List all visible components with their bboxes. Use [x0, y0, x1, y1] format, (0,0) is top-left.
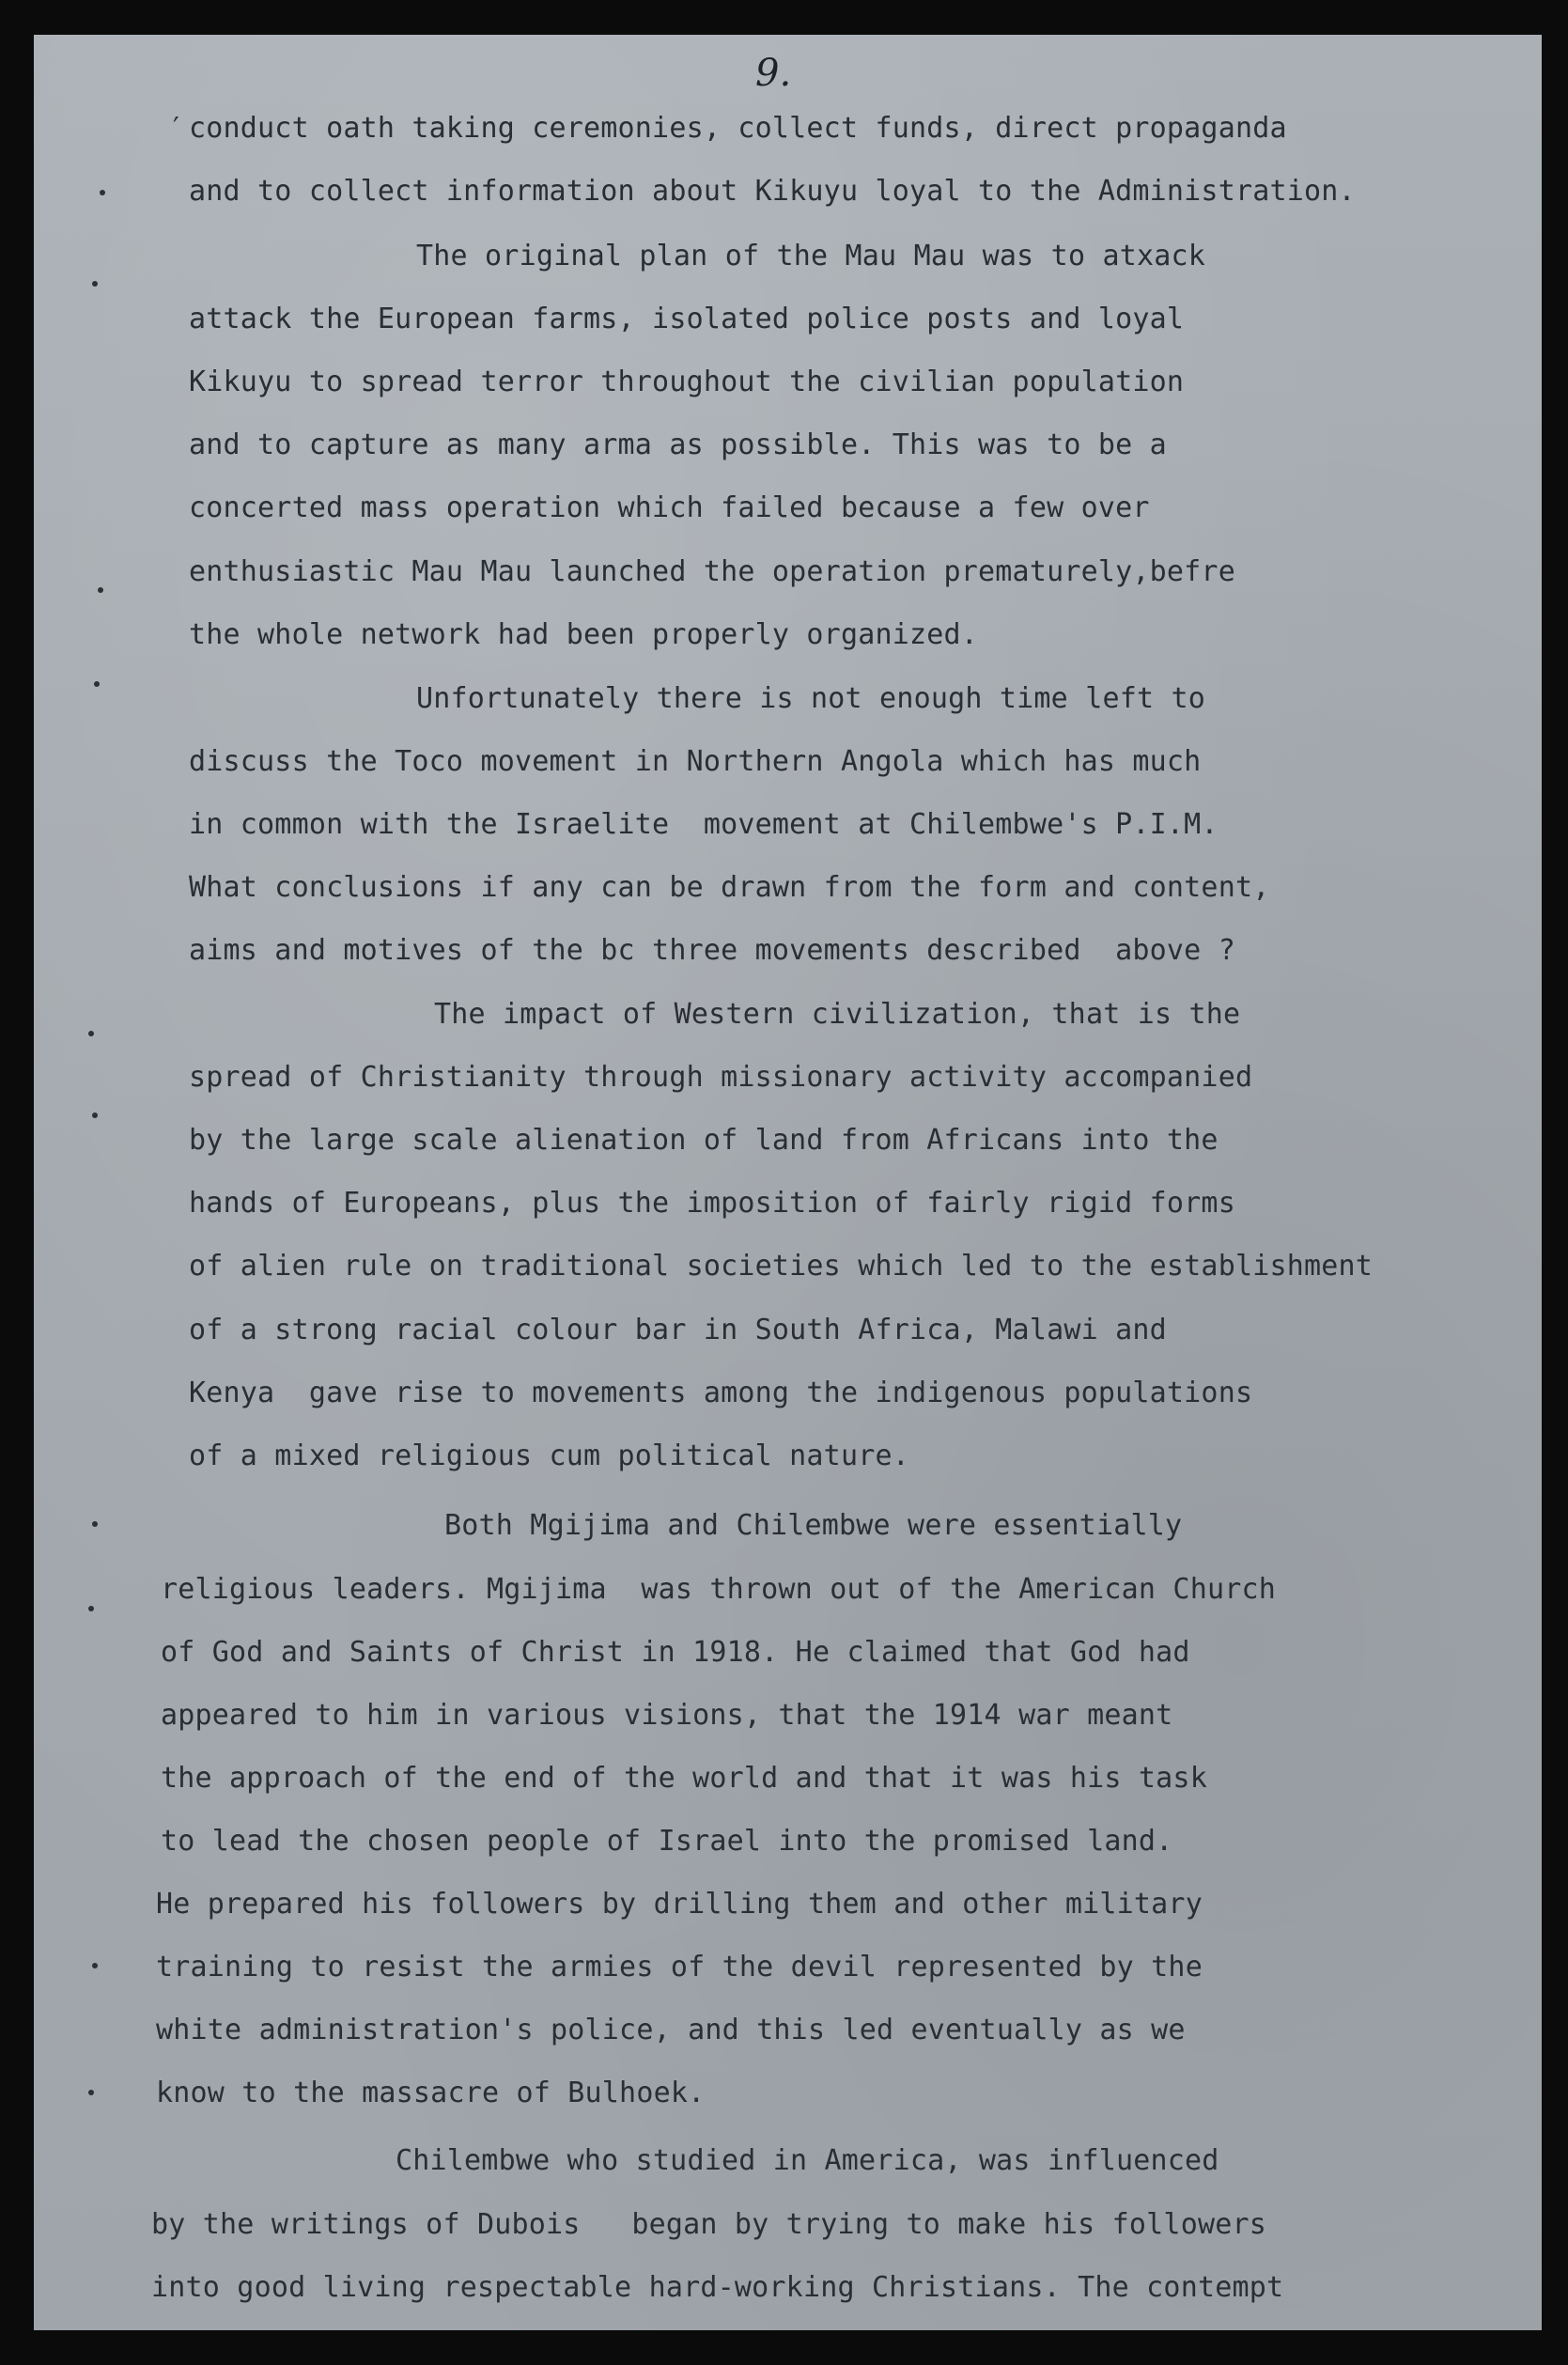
- text-line: Kikuyu to spread terror throughout the civilian population: [189, 366, 1185, 398]
- margin-dot: [88, 2090, 94, 2095]
- text-line: The impact of Western civilization, that is the: [434, 998, 1241, 1031]
- text-line: of a strong racial colour bar in South Africa, Malawi and: [189, 1314, 1167, 1346]
- text-line: spread of Christianity through missionary activity accompanied: [189, 1061, 1253, 1094]
- text-line: and to capture as many arma as possible. This was to be a: [189, 428, 1167, 461]
- text-line: hands of Europeans, plus the imposition of fairly rigid forms: [189, 1187, 1235, 1220]
- text-line: into good living respectable hard-working Christians. The contempt: [151, 2271, 1284, 2304]
- margin-dot: [88, 1606, 94, 1611]
- text-line: Unfortunately there is not enough time left to: [416, 682, 1206, 715]
- text-line: training to resist the armies of the devil represented by the: [156, 1951, 1203, 1984]
- text-line: and to collect information about Kikuyu loyal to the Administration.: [189, 175, 1356, 208]
- text-line: Both Mgijima and Chilembwe were essentially: [444, 1509, 1183, 1542]
- text-line: attack the European farms, isolated police posts and loyal: [189, 303, 1185, 335]
- margin-dot: [92, 1963, 98, 1968]
- text-line: of a mixed religious cum political nature.: [189, 1439, 909, 1472]
- text-line: Chilembwe who studied in America, was influenced: [396, 2144, 1219, 2177]
- typewritten-page: [34, 35, 1542, 2330]
- text-line: discuss the Toco movement in Northern Angola which has much: [189, 745, 1202, 778]
- margin-dot: [98, 587, 103, 593]
- text-line: to lead the chosen people of Israel into the promised land.: [161, 1825, 1173, 1858]
- text-line: white administration's police, and this led eventually as we: [156, 2014, 1186, 2046]
- text-line: in common with the Israelite movement at Chilembwe's P.I.M.: [189, 808, 1219, 841]
- text-line: The original plan of the Mau Mau was to atxack: [416, 240, 1206, 272]
- text-line: know to the massacre of Bulhoek.: [156, 2077, 706, 2109]
- margin-dot: [92, 1521, 98, 1527]
- text-line: conduct oath taking ceremonies, collect funds, direct propaganda: [189, 112, 1287, 145]
- page-number: 9.: [755, 52, 792, 95]
- margin-dot: [92, 281, 98, 287]
- margin-dot: [88, 1031, 94, 1036]
- margin-tick-mark: ′: [173, 112, 179, 145]
- margin-dot: [92, 1112, 98, 1118]
- text-line: enthusiastic Mau Mau launched the operation prematurely,befre: [189, 555, 1235, 588]
- text-line: religious leaders. Mgijima was thrown out of the American Church: [161, 1573, 1276, 1606]
- text-line: the whole network had been properly organized.: [189, 618, 979, 651]
- text-line: Kenya gave rise to movements among the indigenous populations: [189, 1377, 1253, 1409]
- text-line: by the writings of Dubois began by trying to make his followers: [151, 2208, 1266, 2241]
- text-line: aims and motives of the bc three movements described above ?: [189, 934, 1235, 967]
- text-line: appeared to him in various visions, that the 1914 war meant: [161, 1699, 1173, 1732]
- margin-dot: [94, 681, 100, 687]
- text-line: by the large scale alienation of land from Africans into the: [189, 1124, 1219, 1157]
- text-line: of alien rule on traditional societies which led to the establishment: [189, 1250, 1374, 1283]
- margin-dot: [100, 190, 105, 195]
- text-line: What conclusions if any can be drawn from the form and content,: [189, 871, 1270, 904]
- text-line: the approach of the end of the world and that it was his task: [161, 1762, 1207, 1795]
- text-line: of God and Saints of Christ in 1918. He claimed that God had: [161, 1636, 1190, 1669]
- text-line: concerted mass operation which failed because a few over: [189, 491, 1150, 524]
- text-line: He prepared his followers by drilling them and other military: [156, 1888, 1203, 1921]
